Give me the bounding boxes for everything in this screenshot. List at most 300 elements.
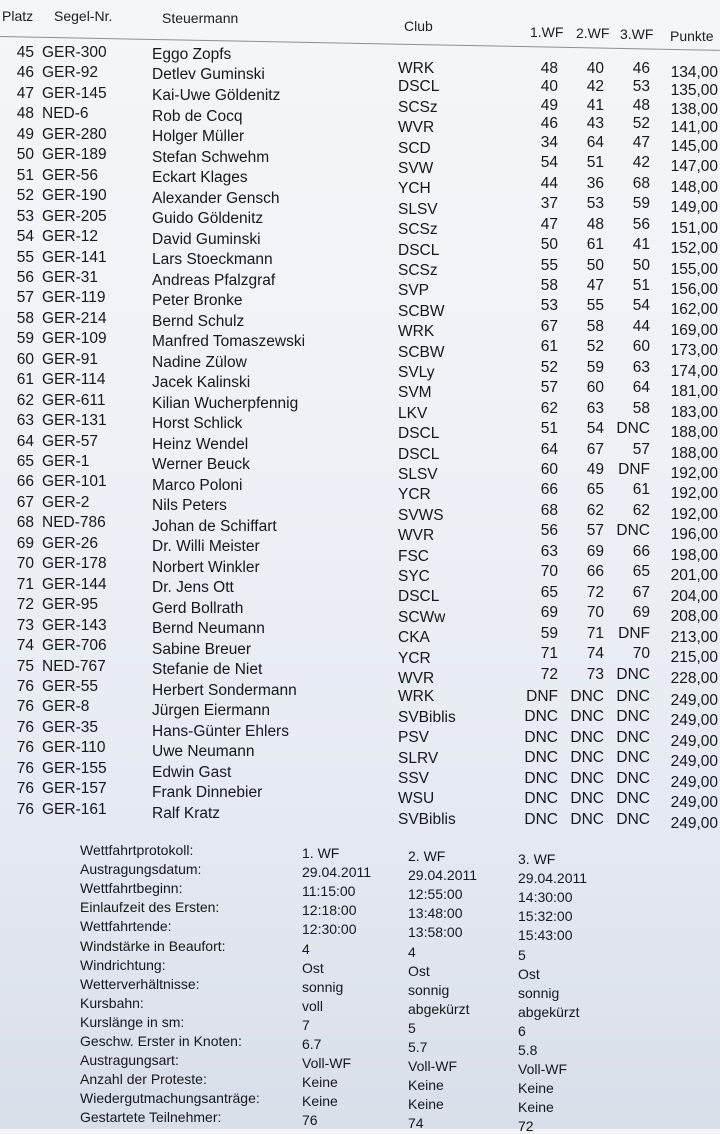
protocol-label: Austragungsdatum: [80,861,202,878]
sail-number-cell: GER-57 [42,432,98,450]
place-cell: 76 [16,780,34,798]
helmsman-cell: Eckart Klages [152,169,248,187]
place-cell: 76 [16,800,34,818]
race2-cell: 48 [586,215,604,233]
helmsman-cell: Stefan Schwehm [152,148,270,166]
race1-cell: 72 [540,665,558,683]
helmsman-cell: Uwe Neumann [152,743,255,761]
sail-number-cell: GER-143 [42,616,107,634]
header-platz: Platz [2,8,34,24]
sail-number-cell: GER-205 [42,207,107,225]
sail-number-cell: GER-55 [42,677,98,695]
helmsman-cell: Stefanie de Niet [152,661,263,679]
race3-cell: 67 [632,583,650,601]
points-cell: 135,00 [670,82,718,100]
points-cell: 201,00 [670,567,718,585]
club-cell: WRK [398,688,435,706]
race1-cell: 65 [540,583,558,601]
points-cell: 192,00 [670,485,718,503]
sail-number-cell: GER-144 [42,575,107,593]
place-cell: 76 [16,698,34,716]
race1-cell: 48 [540,60,558,77]
protocol-row [0,861,720,887]
club-cell: SSV [398,770,430,787]
race1-cell: 55 [540,256,558,274]
race1-cell: DNC [524,769,558,787]
protocol-race1: 1. WF [302,845,340,861]
protocol-row [0,918,720,944]
place-cell: 66 [16,473,34,491]
points-cell: 204,00 [670,587,718,605]
club-cell: WVR [398,527,435,545]
race3-cell: DNF [618,624,650,642]
helmsman-cell: Jacek Kalinski [152,374,251,392]
race1-cell: 46 [540,115,558,133]
place-cell: 55 [16,248,34,266]
sail-number-cell: GER-2 [42,493,90,511]
sail-number-cell: NED-786 [42,514,106,532]
protocol-row [0,1052,720,1078]
protocol-race3: Keine [518,1099,554,1116]
place-cell: 48 [16,105,34,123]
helmsman-cell: Peter Bronke [152,292,243,310]
club-cell: WVR [398,119,435,137]
sail-number-cell: GER-92 [42,64,98,82]
header-segel: Segel-Nr. [54,8,113,24]
place-cell: 71 [16,575,34,593]
race3-cell: DNC [616,728,650,746]
race1-cell: 60 [540,461,558,478]
race2-cell: DNC [570,708,604,726]
race2-cell: 40 [586,60,604,77]
points-cell: 192,00 [670,505,718,523]
place-cell: 73 [16,616,34,634]
race2-cell: 41 [586,96,604,114]
points-cell: 181,00 [670,383,718,401]
sail-number-cell: GER-31 [42,268,98,286]
race3-cell: 62 [632,501,650,519]
club-cell: SCBW [398,302,445,320]
place-cell: 76 [16,718,34,736]
race1-cell: 59 [540,624,558,642]
protocol-race2: 13:48:00 [408,905,463,922]
place-cell: 60 [16,350,34,368]
race1-cell: 71 [540,645,558,663]
race2-cell: 61 [586,236,604,254]
race2-cell: DNC [570,769,604,787]
race3-cell: 46 [632,60,650,77]
points-cell: 215,00 [670,649,718,667]
club-cell: DSCL [398,78,440,96]
protocol-race3: abgekürzt [518,1003,580,1020]
protocol-race2: sonnig [408,981,450,998]
helmsman-cell: Werner Beuck [152,456,250,474]
points-cell: 138,00 [670,100,718,118]
race2-cell: 63 [586,399,604,417]
race3-cell: 66 [632,542,650,560]
helmsman-cell: Hans-Günter Ehlers [152,722,289,740]
protocol-race1: Ost [302,959,324,976]
race2-cell: 74 [586,645,604,663]
race2-cell: 67 [586,440,604,458]
race3-cell: 65 [632,563,650,581]
club-cell: SVW [398,160,434,177]
club-cell: SLSV [398,200,438,218]
club-cell: SVP [398,282,430,300]
race2-cell: 50 [586,256,604,274]
place-cell: 70 [16,555,34,573]
race2-cell: 58 [586,317,604,335]
race3-cell: 59 [632,195,650,213]
race2-cell: 47 [586,276,604,294]
race1-cell: 51 [540,420,558,438]
protocol-race3: 3. WF [518,851,556,867]
protocol-row [0,956,720,982]
place-cell: 47 [16,84,34,102]
race3-cell: 64 [632,379,650,397]
race3-cell: 48 [632,96,650,114]
club-cell: WSU [398,790,435,808]
sail-number-cell: GER-1 [42,453,90,470]
club-cell: WRK [398,60,435,77]
helmsman-cell: Manfred Tomaszewski [152,333,306,351]
points-cell: 249,00 [670,732,718,750]
protocol-row [0,899,720,925]
header-wf1: 1.WF [530,24,564,40]
sail-number-cell: GER-35 [42,718,98,736]
place-cell: 59 [16,330,34,348]
club-cell: FSC [398,547,429,565]
protocol-label: Anzahl der Proteste: [80,1071,207,1088]
sail-number-cell: GER-280 [42,125,107,143]
club-cell: SVLy [398,364,435,381]
helmsman-cell: Holger Müller [152,128,245,146]
protocol-race3: 29.04.2011 [518,870,588,887]
race3-cell: 63 [632,358,650,376]
sail-number-cell: GER-110 [42,739,106,757]
race3-cell: 70 [632,645,650,663]
protocol-race2: Voll-WF [408,1058,457,1075]
points-cell: 188,00 [670,444,718,462]
protocol-row [0,975,720,1001]
race3-cell: DNC [616,790,650,808]
sail-number-cell: GER-157 [42,780,107,798]
protocol-race1: 12:30:00 [302,921,357,938]
protocol-race3: Keine [518,1080,554,1097]
club-cell: DSCL [398,425,440,443]
protocol-race1: 6.7 [302,1036,322,1052]
protocol-label: Wiedergutmachungsanträge: [80,1090,260,1107]
points-cell: 192,00 [670,465,718,482]
race3-cell: 50 [632,256,650,274]
protocol-race2: Keine [408,1077,444,1094]
club-cell: DSCL [398,445,440,463]
points-cell: 174,00 [670,362,718,380]
helmsman-cell: Alexander Gensch [152,189,280,207]
club-cell: SLSV [398,466,438,483]
protocol-row [0,994,720,1020]
helmsman-cell: Rob de Cocq [152,107,243,125]
helmsman-cell: Detlev Guminski [152,66,265,84]
points-cell: 249,00 [670,814,718,832]
protocol-race2: Keine [408,1096,444,1113]
sail-number-cell: GER-26 [42,534,98,552]
protocol-race1: 11:15:00 [302,883,356,900]
race2-cell: 53 [586,195,604,213]
place-cell: 50 [16,146,34,164]
race3-cell: 54 [632,297,650,315]
race1-cell: 40 [540,78,558,96]
race2-cell: 65 [586,481,604,499]
points-cell: 183,00 [670,403,718,421]
race3-cell: DNC [616,749,650,767]
points-cell: 162,00 [670,301,718,319]
club-cell: SLRV [398,749,439,767]
sail-number-cell: GER-155 [42,759,107,777]
place-cell: 56 [16,268,34,286]
protocol-race2: 29.04.2011 [408,867,478,884]
protocol-race3: Voll-WF [518,1061,567,1078]
helmsman-cell: Eggo Zopfs [152,46,232,63]
race1-cell: 63 [540,542,558,560]
race2-cell: DNC [570,790,604,808]
place-cell: 58 [16,309,34,327]
points-cell: 249,00 [670,753,718,771]
points-cell: 169,00 [670,321,718,339]
race3-cell: 52 [632,115,650,133]
race3-cell: 47 [632,133,650,151]
race3-cell: 44 [632,317,650,335]
race1-cell: DNC [524,708,558,726]
place-cell: 76 [16,759,34,777]
helmsman-cell: Dr. Jens Ott [152,579,234,597]
race2-cell: 71 [586,624,604,642]
helmsman-cell: Horst Schlick [152,415,243,433]
race2-cell: 49 [586,461,604,478]
race3-cell: DNC [616,769,650,787]
helmsman-cell: Sabine Breuer [152,640,252,658]
race1-cell: 54 [540,154,558,172]
sail-number-cell: GER-190 [42,187,107,205]
sail-number-cell: GER-300 [42,44,107,61]
helmsman-cell: Ralf Kratz [152,804,221,822]
race1-cell: 47 [540,215,558,233]
sail-number-cell: GER-214 [42,309,107,327]
race1-cell: 66 [540,481,558,499]
protocol-race1: Voll-WF [302,1055,351,1072]
race1-cell: 70 [540,563,558,581]
protocol-race1: voll [302,997,324,1014]
race3-cell: 51 [632,276,650,294]
sail-number-cell: GER-119 [42,289,106,307]
race1-cell: DNC [524,790,558,808]
helmsman-cell: Edwin Gast [152,763,232,781]
club-cell: SVBiblis [398,810,456,828]
points-cell: 147,00 [670,158,718,176]
sail-number-cell: NED-6 [42,105,89,123]
race1-cell: 34 [540,133,558,151]
race2-cell: 51 [586,154,604,172]
helmsman-cell: Heinz Wendel [152,435,249,453]
sail-number-cell: GER-611 [42,391,106,409]
race1-cell: 68 [540,501,558,519]
sail-number-cell: GER-91 [42,350,98,368]
race1-cell: DNF [526,687,558,705]
place-cell: 46 [16,64,34,82]
helmsman-cell: Nils Peters [152,497,227,515]
protocol-race2: Ost [408,962,430,979]
race2-cell: 70 [586,604,604,622]
sail-number-cell: GER-161 [42,800,107,818]
club-cell: YCH [398,180,431,198]
protocol-row [0,1013,720,1039]
points-cell: 196,00 [670,526,718,544]
sail-number-cell: GER-178 [42,555,107,573]
sail-number-cell: GER-141 [42,248,107,266]
club-cell: CKA [398,629,430,647]
race1-cell: 37 [540,195,558,213]
protocol-row [0,937,720,963]
helmsman-cell: Bernd Neumann [152,620,265,638]
protocol-race3: 15:32:00 [518,908,573,925]
club-cell: SVBiblis [398,708,456,726]
helmsman-cell: Jürgen Eiermann [152,702,271,720]
place-cell: 49 [16,125,34,143]
points-cell: 152,00 [670,240,718,258]
helmsman-cell: Kilian Wucherpfennig [152,394,299,412]
helmsman-cell: Guido Göldenitz [152,210,264,228]
place-cell: 63 [16,412,34,430]
place-cell: 69 [16,534,34,552]
place-cell: 61 [16,371,34,389]
club-cell: SYC [398,568,430,585]
race3-cell: 58 [632,399,650,417]
club-cell: SCD [398,139,431,157]
table-row [0,800,720,832]
race2-cell: 55 [586,297,604,315]
protocol-label: Austragungsart: [80,1052,179,1069]
place-cell: 75 [16,657,34,675]
club-cell: DSCL [398,241,440,259]
place-cell: 76 [16,677,34,695]
race2-cell: 59 [586,358,604,376]
race1-cell: 61 [540,338,558,356]
protocol-race3: 72 [518,1118,534,1134]
protocol-race1: 29.04.2011 [302,864,372,881]
race1-cell: 49 [540,96,558,114]
protocol-row [0,1090,720,1116]
protocol-race2: 5.7 [408,1039,428,1055]
sail-number-cell: GER-706 [42,637,107,655]
points-cell: 151,00 [670,219,718,237]
protocol-label: Geschw. Erster in Knoten: [80,1033,242,1049]
helmsman-cell: David Guminski [152,230,261,248]
protocol-race1: Keine [302,1093,338,1110]
helmsman-cell: Marco Poloni [152,476,243,494]
race3-cell: DNC [616,522,650,540]
club-cell: SCSz [398,221,438,239]
race2-cell: 52 [586,338,604,356]
race2-cell: DNC [570,749,604,767]
club-cell: SCBW [398,343,445,361]
race2-cell: 73 [586,665,604,683]
points-cell: 249,00 [670,794,718,812]
place-cell: 72 [16,596,34,614]
race1-cell: 44 [540,174,558,192]
race1-cell: 64 [540,440,558,458]
race1-cell: DNC [524,810,558,828]
race1-cell: 57 [540,379,558,397]
points-cell: 141,00 [670,119,718,137]
points-cell: 213,00 [670,628,718,646]
race3-cell: 53 [632,78,650,96]
protocol-label: Gestartete Teilnehmer: [80,1109,222,1126]
protocol-row [0,880,720,906]
protocol-label: Kurslänge in sm: [80,1013,185,1030]
protocol-race2: 5 [408,1019,416,1036]
protocol-race1: sonnig [302,978,344,995]
sail-number-cell: GER-56 [42,166,98,184]
points-cell: 155,00 [670,260,718,278]
race3-cell: 69 [632,604,650,622]
protocol-label: Windrichtung: [80,956,166,973]
club-cell: LKV [398,404,428,422]
protocol-race3: Ost [518,965,540,982]
club-cell: YCR [398,486,431,504]
club-cell: SVWS [398,506,444,524]
header-punkte: Punkte [670,28,714,44]
protocol-race2: 12:55:00 [408,886,463,903]
points-cell: 188,00 [670,424,718,442]
race1-cell: 56 [540,522,558,540]
race1-cell: 53 [540,297,558,315]
race1-cell: 62 [540,399,558,417]
race2-cell: 36 [586,174,604,192]
race3-cell: DNC [616,665,650,683]
club-cell: DSCL [398,588,440,606]
place-cell: 52 [16,187,34,205]
points-cell: 148,00 [670,178,718,196]
race1-cell: DNC [524,749,558,767]
header-club: Club [404,18,433,34]
protocol-race3: 5.8 [518,1042,538,1058]
race3-cell: DNC [616,810,650,828]
protocol-row [0,842,720,867]
race2-cell: 43 [586,115,604,133]
protocol-race1: Keine [302,1074,338,1091]
points-cell: 173,00 [670,342,718,360]
header-wf3: 3.WF [620,26,654,42]
sail-number-cell: GER-12 [42,228,98,246]
helmsman-cell: Frank Dinnebier [152,784,263,802]
protocol-race1: 4 [302,940,310,957]
helmsman-cell: Lars Stoeckmann [152,251,273,269]
sail-number-cell: GER-145 [42,84,107,102]
helmsman-cell: Norbert Winkler [152,558,260,576]
protocol-label: Wettfahrtprotokoll: [80,842,194,858]
protocol-race1: 7 [302,1016,310,1033]
club-cell: PSV [398,729,430,747]
protocol-race1: 12:18:00 [302,902,357,919]
protocol-row [0,1033,720,1058]
sail-number-cell: GER-101 [42,473,107,491]
place-cell: 45 [16,44,34,61]
protocol-race2: abgekürzt [408,1000,470,1017]
race2-cell: 62 [586,501,604,519]
points-cell: 149,00 [670,199,718,217]
points-cell: 249,00 [670,773,718,791]
place-cell: 67 [16,493,34,511]
